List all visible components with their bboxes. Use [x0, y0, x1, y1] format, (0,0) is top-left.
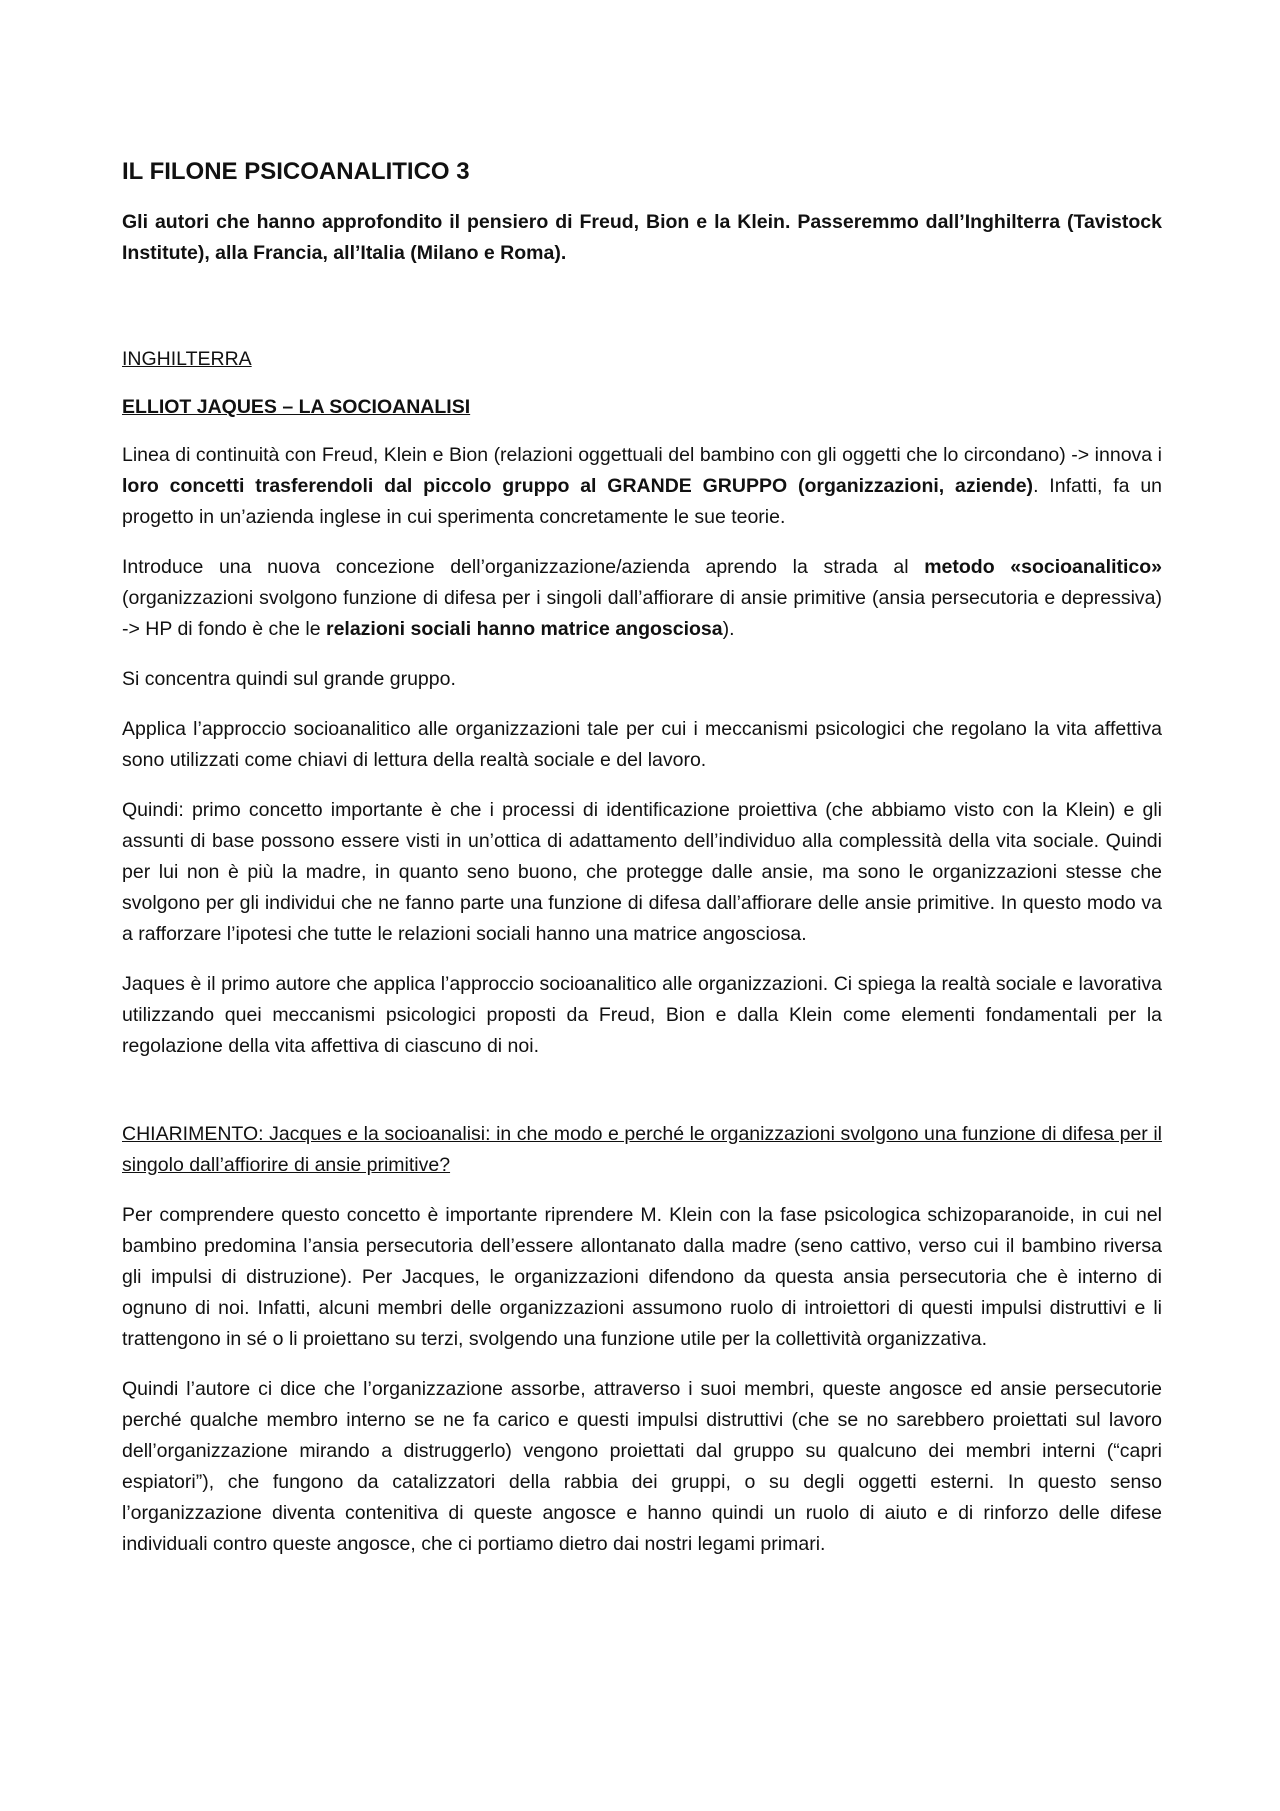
document-body: [122, 155, 1162, 1560]
paragraph-text: . Infatti, fa un progetto in un’azienda inglese in cui sperimenta concretamente le sue teorie.: [122, 475, 1163, 528]
clarification-heading: CHIARIMENTO: Jacques e la socioanalisi: in che modo e perché le organizzazioni svolgono una funzione di difesa per il singolo dall’affiorire di ansie primitive?: [122, 1123, 1162, 1176]
paragraph-text: Linea di continuità con Freud, Klein e Bion (relazioni oggettuali del bambino con gli oggetti che lo circondano) -> innova i: [122, 444, 1162, 466]
intro-paragraph: Gli autori che hanno approfondito il pensiero di Freud, Bion e la Klein. Passeremmo dall’Inghilterra (Tavistock Institute), alla Francia, all’Italia (Milano e Roma).: [122, 211, 1162, 264]
paragraph-klein-schizoparanoid: Per comprendere questo concetto è importante riprendere M. Klein con la fase psicologica schizoparanoide, in cui nel bambino predomina l’ansia persecutoria dell’essere allontanato dalla madre (seno cattivo, verso cui il bambino riversa gli impulsi di distruzione). Per Jacques, le organizzazioni difendono da questa ansia persecutoria che è interno di ognuno di noi. Infatti, alcuni membri delle organizzazioni assumono ruolo di introiettori di questi impulsi distruttivi e li trattengono in sé o li proiettano su terzi, svolgendo una funzione utile per la collettività organizzativa.: [122, 1204, 1162, 1350]
paragraph-organization-absorbs: Quindi l’autore ci dice che l’organizzazione assorbe, attraverso i suoi membri, queste angosce ed ansie persecutorie perché qualche membro interno se ne fa carico e questi impulsi distruttivi (che se no sarebbero proiettati sul lavoro dell’organizzazione mirando a distruggerlo) vengono proiettati dal gruppo su qualcuno dei membri interni (“capri espiatori”), che fungono da catalizzatori della rabbia dei gruppi, o su degli oggetti esterni. In questo senso l’organizzazione diventa contenitiva di queste angosce e hanno quindi un ruolo di aiuto e di rinforzo delle difese individuali contro queste angosce, che ci portiamo dietro dai nostri legami primari.: [122, 1378, 1162, 1555]
document-title: IL FILONE PSICOANALITICO 3: [122, 158, 470, 185]
paragraph-text: Introduce una nuova concezione dell’organizzazione/azienda aprendo la strada al: [122, 556, 925, 578]
bold-text: relazioni sociali hanno matrice angosciosa: [325, 618, 723, 640]
paragraph-text: (organizzazioni svolgono funzione di difesa per i singoli dall’affiorare di ansie primitive (ansia persecutoria e depressiva) -> HP di fondo è che le: [122, 587, 1162, 640]
paragraph-text: ).: [722, 618, 735, 640]
paragraph-continuity: [122, 440, 1162, 533]
subsection-heading-jaques: ELLIOT JAQUES – LA SOCIOANALISI: [122, 396, 471, 418]
paragraph-approach: Applica l’approccio socioanalitico alle organizzazioni tale per cui i meccanismi psicologici che regolano la vita affettiva sono utilizzati come chiavi di lettura della realtà sociale e del lavoro.: [122, 718, 1162, 771]
bold-text: loro concetti trasferendoli dal piccolo gruppo al GRANDE GRUPPO (organizzazioni, aziende): [122, 475, 1034, 497]
paragraph-jaques-first-author: Jaques è il primo autore che applica l’approccio socioanalitico alle organizzazioni. Ci spiega la realtà sociale e lavorativa utilizzando quei meccanismi psicologici proposti da Freud, Bion e dalla Klein come elementi fondamentali per la regolazione della vita affettiva di ciascuno di noi.: [122, 973, 1162, 1057]
section-heading-inghilterra: INGHILTERRA: [122, 348, 252, 370]
bold-text: metodo «socioanalitico»: [924, 556, 1162, 578]
paragraph-large-group: Si concentra quindi sul grande gruppo.: [122, 668, 456, 690]
paragraph-first-concept: Quindi: primo concetto importante è che i processi di identificazione proiettiva (che abbiamo visto con la Klein) e gli assunti di base possono essere visti in un’ottica di adattamento dell’individuo alla complessità della vita sociale. Quindi per lui non è più la madre, in quanto seno buono, che protegge dalle ansie, ma sono le organizzazioni stesse che svolgono per gli individui che ne fanno parte una funzione di difesa dall’affiorare delle ansie primitive. In questo modo va a rafforzare l’ipotesi che tutte le relazioni sociali hanno una matrice angosciosa.: [122, 799, 1162, 945]
paragraph-socioanalytic-method: [122, 552, 1162, 645]
